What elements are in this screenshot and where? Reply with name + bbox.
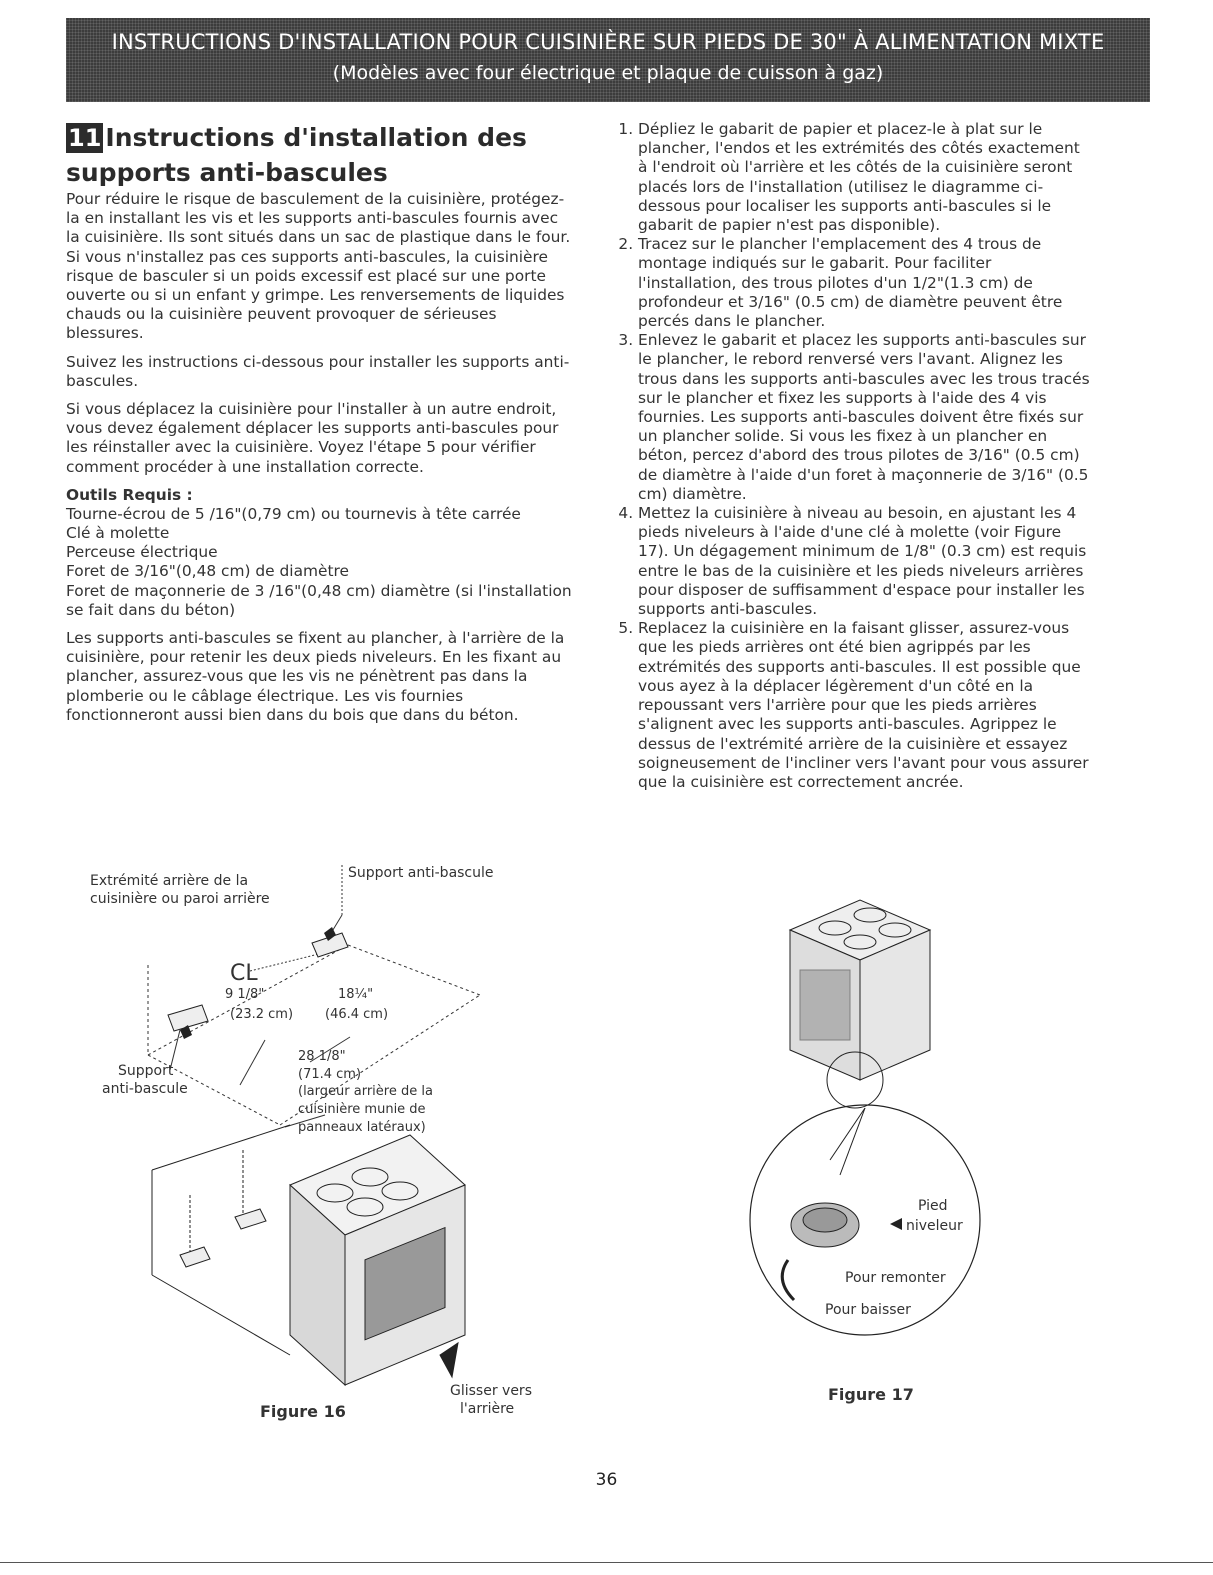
bracket-rear-icon: [312, 927, 348, 957]
step-item: 3. Enlevez le gabarit et placez les supports anti-bascules sur le plancher, le rebord renversé vers l'avant. Alignez les trous dans les supports anti-bascules avec les trous tracés sur le plancher et fixez les supports à l'aide des 4 vis fournies. Les supports anti-bascules doivent être fixés sur un plancher solide. Si vous les fixez à un plancher en béton, percez d'abord des trous pilotes de 3/16" (0.5 cm) de diamètre à l'aide d'un foret à maçonnerie de 3/16" (0.5 cm) diamètre.: [638, 331, 1094, 504]
section-title-line1: Instructions d'installation des: [105, 123, 527, 152]
section-title-line2: supports anti-bascules: [66, 158, 388, 187]
range-3d-icon: [790, 900, 930, 1080]
page-header-banner: [66, 18, 1150, 102]
header-subtitle: (Modèles avec four électrique et plaque de cuisson à gaz): [332, 62, 884, 84]
step-item: 2. Tracez sur le plancher l'emplacement des 4 trous de montage indiqués sur le gabarit. Pour faciliter l'installation, des trous pilotes d'un 1/2"(1.3 cm) de profondeur et 3/16" (0.5 cm) de diamètre peuvent être percés dans le plancher.: [638, 235, 1094, 331]
label-rear-edge-2: cuisinière ou paroi arrière: [90, 891, 270, 907]
dim-a-cm: (23.2 cm): [230, 1007, 294, 1022]
label-bracket-top: Support anti-bascule: [348, 865, 494, 881]
figure-17-caption: Figure 17: [828, 1385, 914, 1404]
leveling-foot-icon: [791, 1203, 859, 1247]
tools-list: [66, 505, 576, 620]
tool-item: Tourne-écrou de 5 /16"(0,79 cm) ou tournevis à tête carrée: [66, 504, 521, 523]
label-raise: Pour remonter: [845, 1270, 946, 1286]
tool-item: Foret de maçonnerie de 3 /16"(0,48 cm) diamètre (si l'installation se fait dans du béton): [66, 581, 572, 619]
figure-16-caption: Figure 16: [260, 1402, 346, 1421]
label-support-2: anti-bascule: [102, 1081, 188, 1097]
figure-16-illustration: [80, 855, 560, 1445]
dim-b: 18¼": [338, 987, 374, 1002]
figure-17: [740, 890, 1020, 1420]
figure-17-illustration: [740, 890, 1020, 1420]
dim-c-note-3: panneaux latéraux): [298, 1120, 426, 1135]
bracket-left-icon: [168, 1005, 208, 1039]
figure-16: [80, 855, 560, 1445]
tool-item: Clé à molette: [66, 524, 170, 543]
left-column: [66, 120, 576, 734]
tools-heading: Outils Requis :: [66, 485, 193, 504]
label-foot-2: niveleur: [906, 1218, 963, 1234]
slide-label-1: Glisser vers: [450, 1383, 532, 1399]
label-rear-edge: Extrémité arrière de la: [90, 873, 249, 889]
label-centerline: CL: [230, 961, 258, 986]
section-number-badge: 11: [68, 124, 102, 152]
steps-list: [612, 120, 1094, 792]
dim-c-note-1: (largeur arrière de la: [298, 1084, 433, 1099]
right-column: [612, 120, 1094, 792]
dim-c-note-2: cuisinière munie de: [298, 1102, 426, 1117]
section-title: [66, 120, 576, 190]
dim-a: 9 1/8": [225, 987, 265, 1002]
label-support: Support: [118, 1063, 174, 1079]
tool-item: Perceuse électrique: [66, 543, 218, 562]
rotate-icon: [782, 1260, 794, 1300]
slide-label-2: l'arrière: [460, 1401, 515, 1417]
step-item: 1. Dépliez le gabarit de papier et placez-le à plat sur le plancher, l'endos et les extrémités des côtés exactement à l'endroit où l'arrière et les côtés de la cuisinière seront placés lors de l'installation (utilisez le diagramme ci-dessous pour localiser les supports anti-bascules si le gabarit de papier n'est pas disponible).: [638, 120, 1094, 235]
intro-paragraph: Pour réduire le risque de basculement de la cuisinière, protégez-la en installant les vis et les supports anti-bascules fournis avec la cuisinière. Ils sont situés dans un sac de plastique dans le four. Si vous n'installez pas ces supports anti-bascules, la cuisinière risque de basculer si un poids excessif est placé sur une porte ouverte ou si un enfant y grimpe. Les renversements de liquides chauds ou la cuisinière peuvent provoquer de sérieuses blessures.: [66, 190, 571, 343]
follow-paragraph: Suivez les instructions ci-dessous pour installer les supports anti-bascules.: [66, 352, 570, 390]
header-title: INSTRUCTIONS D'INSTALLATION POUR CUISINIÈRE SUR PIEDS DE 30" À ALIMENTATION MIXTE: [111, 30, 1105, 54]
step-item: 5. Replacez la cuisinière en la faisant glisser, assurez-vous que les pieds arrières ont été bien agrippés par les extrémités des supports anti-bascules. Il est possible que vous ayez à la déplacer légèrement d'un côté en la repoussant vers l'arrière pour que les pieds arrières s'alignent avec les supports anti-bascules. Agrippez le dessus de l'extrémité arrière de la cuisinière et essayez soigneusement de l'incliner vers l'avant pour vous assurer que la cuisinière est correctement ancrée.: [638, 619, 1094, 792]
label-foot-1: Pied: [918, 1198, 948, 1214]
label-lower: Pour baisser: [825, 1302, 911, 1318]
step-item: 4. Mettez la cuisinière à niveau au besoin, en ajustant les 4 pieds niveleurs à l'aide d'une clé à molette (voir Figure 17). Un dégagement minimum de 1/8" (0.3 cm) est requis entre le bas de la cuisinière et les pieds niveleurs arrières pour disposer de suffisamment d'espace pour installer les supports anti-bascules.: [638, 504, 1094, 619]
page-number: 36: [595, 1470, 618, 1490]
bottom-rule: [0, 1562, 1213, 1563]
arrow-icon: [890, 1218, 902, 1230]
tool-item: Foret de 3/16"(0,48 cm) de diamètre: [66, 562, 349, 581]
dim-c: 28 1/8": [298, 1049, 346, 1064]
dim-c-cm: (71.4 cm): [298, 1067, 362, 1082]
relocate-paragraph: Si vous déplacez la cuisinière pour l'installer à un autre endroit, vous devez également déplacer les supports anti-bascules pour les réinstaller avec la cuisinière. Voyez l'étape 5 pour vérifier comment procéder à une installation correcte.: [66, 400, 559, 476]
range-illustration: [152, 1125, 465, 1385]
dim-b-cm: (46.4 cm): [325, 1007, 389, 1022]
attach-paragraph: Les supports anti-bascules se fixent au plancher, à l'arrière de la cuisinière, pour retenir les deux pieds niveleurs. En les fixant au plancher, assurez-vous que les vis ne pénètrent pas dans la plomberie ou le câblage électrique. Les vis fournies fonctionneront aussi bien dans du bois que dans du béton.: [66, 629, 565, 724]
